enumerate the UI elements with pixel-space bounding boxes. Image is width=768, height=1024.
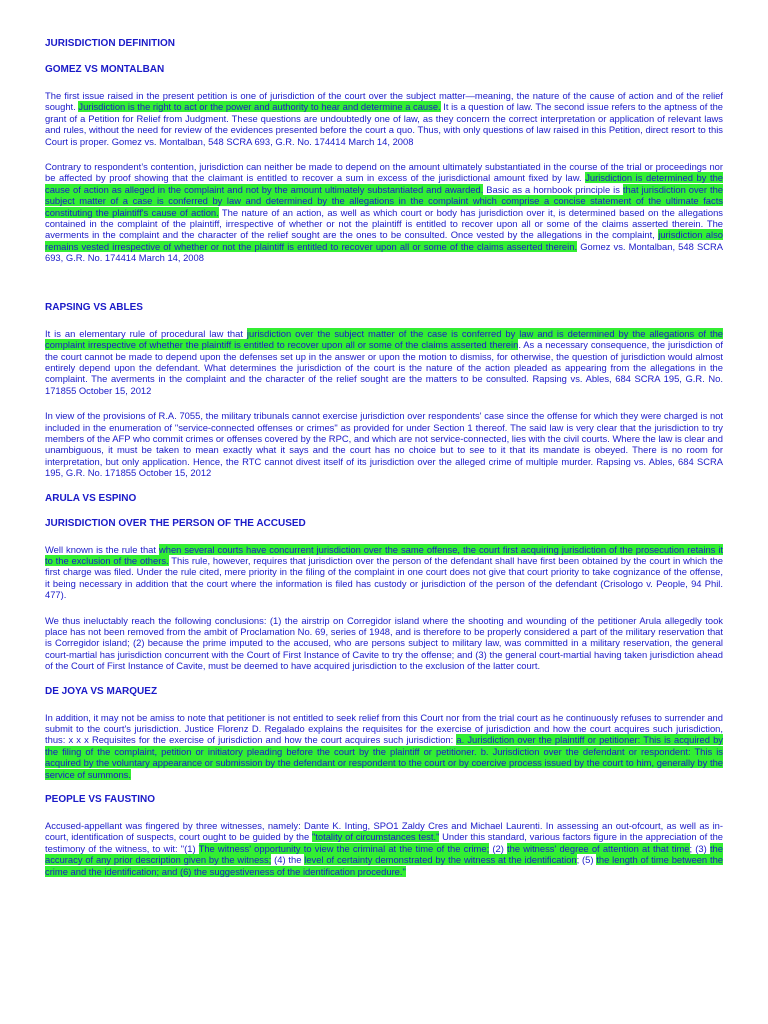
text-run: Gomez vs. Montalban, 548 SCRA 693, G.R. No. 174414 March 14, 2008 — [45, 240, 724, 264]
highlighted-text: jurisdiction also remains vested irrespective of whether or not the plaintiff is entitled to recover upon all or some of the claims asserted therein. — [45, 229, 724, 252]
paragraph — [45, 410, 723, 478]
highlighted-text: jurisdiction over the subject matter of the case is conferred by law and is determined by the allegations of the complaint irrespective of whether the plaintiff is entitled to recover upon all or some of the claims asserted therein — [45, 327, 723, 351]
text-run: It is a question of law. The second issue refers to the aptness of the grant of a Petition for Relief from Judgment. These questions are undoubtedly one of law, as they concern the correct interpretation or application of relevant laws and rules, without the need for review of the evidences presented before the court a quo. Thus, with only questions of law raised in this Petition, direct resort to this Court is proper. Gomez vs. Montalban, 548 SCRA 693, G.R. No. 174414 March 14, 2008 — [45, 101, 723, 147]
highlighted-text: the accuracy of any prior description given by the witness; — [45, 842, 723, 866]
text-run: In view of the provisions of R.A. 7055, the military tribunals cannot exercise jurisdiction over respondents' case since the offense for which they were charged is not included in the enumeration of "service-connected offenses or crimes" as provided for under Section 1 thereof. The said law is very clear that the jurisdiction to try members of the AFP who commit crimes or offenses covered by the RPC, and which are not service-connected, lies with the civil courts. Where the law is clear and unambiguous, it must be taken to mean exactly what it says and the court has no choice but to see to it that its mandate is obeyed. There is no room for interpretation, but only application. Hence, the RTC cannot divest itself of its jurisdiction over the alleged crime of multiple murder. Rapsing vs. Ables, 684 SCRA 195, G.R. No. 171855 October 15, 2012 — [45, 410, 723, 479]
highlighted-text: the witness' degree of attention at that time — [507, 842, 690, 854]
highlighted-text: "totality of circumstances test." — [311, 831, 440, 843]
text-run: Under this standard, various factors figure in the appreciation of the testimony of the witness, to wit: "(1) — [45, 831, 723, 854]
text-run: The first issue raised in the present petition is one of jurisdiction of the court over the subject matter—meaning, the nature of the cause of action and of the relief sought. — [45, 90, 723, 113]
text-run: In addition, it may not be amiss to note that petitioner is not entitled to seek relief from this Court nor from the trial court as he continuously refuses to surrender and submit to the court's jurisdiction. Justice Florenz D. Regalado explains the requisites for the exercise of jurisdiction and how the court acquires such jurisdiction, thus: x x x Requisites for the exercise of jurisdiction and how the court acquires such jurisdiction: — [45, 711, 723, 746]
highlighted-text: Jurisdiction is determined by the cause of action as alleged in the complaint and not by the amount ultimately substantiated and awarded. — [45, 172, 723, 195]
text-run: This rule, however, requires that jurisdiction over the person of the defendant shall have first been obtained by the court in which the first charge was filed. Under the rule cited, mere priority in the filing of the complaint in one court does not give that court priority to take cognizance of the offense, it being necessary in addition that the court where the information is filed has custody or jurisdiction of the person of the defendant (Crisologo v. People, 94 Phil. 477). — [45, 554, 723, 601]
text-run: (4) the — [271, 854, 305, 866]
highlighted-text: the length of time between the crime and the identification; and (6) the suggestiveness of the identification procedure." — [45, 854, 723, 877]
text-run: It is an elementary rule of procedural law that — [45, 327, 247, 339]
highlighted-text: Jurisdiction is the right to act or the power and authority to hear and determine a cause. — [78, 101, 441, 113]
text-run: Basic as a hornbook principle is — [483, 183, 623, 195]
heading-arula-vs-espino: ARULA VS ESPINO — [45, 492, 137, 504]
highlighted-text: a. Jurisdiction over the plaintiff or petitioner: This is acquired by the filing of the complaint, petition or initiatory pleading before the court by the plaintiff or petitioner. b. Jurisdiction over the defendant or respondent: This is acquired by the voluntary appearance or submission by the defendant or respondent to the court or by coercive process issued by the court to him, generally by the service of summons. — [45, 734, 723, 780]
text-run: Well known is the rule that — [45, 543, 159, 555]
document-page — [45, 38, 723, 877]
text-run: The nature of an action, as well as which court or body has jurisdiction over it, is determined based on the allegations contained in the complaint of the plaintiff, irrespective of whether or not the plaintiff is entitled to recover upon all or some of the claims asserted therein. The averments in the complaint and the character of the relief sought are the ones to be consulted. Once vested by the allegations in the complaint, — [45, 206, 723, 241]
highlighted-text: level of certainty demonstrated by the witness at the identification — [304, 854, 577, 866]
paragraph — [45, 820, 723, 877]
paragraph — [45, 544, 723, 601]
paragraph — [45, 328, 723, 396]
text-run: Accused-appellant was fingered by three witnesses, namely: Dante K. Inting, SPO1 Zaldy Cres and Michael Laurenti. In assessing an out-ofcourt, as well as in-court, identification of suspects, court ought to be guided by the — [45, 820, 723, 843]
heading-people-vs-faustino: PEOPLE VS FAUSTINO — [45, 794, 156, 806]
paragraph — [45, 90, 723, 147]
heading-de-joya-vs-marquez: DE JOYA VS MARQUEZ — [45, 685, 158, 697]
heading-jurisdiction-over-person: JURISDICTION OVER THE PERSON OF THE ACCUSED — [45, 517, 306, 529]
text-run: ; (5) — [576, 854, 597, 866]
text-run: Contrary to respondent’s contention, jurisdiction can neither be made to depend on the amount ultimately substantiated in the course of the trial or proceedings nor be affected by proof showing that the claimant is entitled to recover a sum in excess of the jurisdictional amount fixed by law. — [45, 161, 723, 184]
heading-rapsing-vs-ables: RAPSING VS ABLES — [45, 301, 143, 313]
paragraph — [45, 615, 723, 672]
text-run: We thus ineluctably reach the following conclusions: (1) the airstrip on Corregidor island where the shooting and wounding of the petitioner Arula allegedly took place has not been removed from the ambit of Proclamation No. 69, series of 1948, and is therefore to be properly considered a part of the military reservation that is Corregidor island; (2) because the prime imputed to the accused, who are persons subject to military law, was committed in a military reservation, the general court-martial has jurisdiction concurrent with the Court of First Instance of Cavite to try the offense; and (3) the general court-martial having taken jurisdiction ahead of the Court of First Instance of Cavite, must be deemed to have acquired jurisdiction to the exclusion of the latter court. — [45, 614, 723, 672]
paragraph — [45, 712, 723, 780]
text-run: (2) — [489, 842, 508, 854]
paragraph — [45, 161, 723, 264]
heading-gomez-vs-montalban: GOMEZ VS MONTALBAN — [45, 64, 165, 75]
text-run: . As a necessary consequence, the jurisdiction of the court cannot be made to depend upon the defenses set up in the answer or upon the motion to dismiss, for otherwise, the question of jurisdiction would almost entirely depend upon the defendant. What determines the jurisdiction of the court is the nature of the action pleaded as appearing from the allegations in the complaint. The averments in the complaint and the character of the relief sought are the matters to be consulted. Rapsing vs. Ables, 684 SCRA 195, G.R. No. 171855 October 15, 2012 — [45, 339, 723, 396]
heading-jurisdiction-definition: JURISDICTION DEFINITION — [45, 38, 176, 49]
text-run: ; (3) — [689, 842, 710, 854]
highlighted-text: when several courts have concurrent jurisdiction over the same offense, the court first acquiring jurisdiction of the prosecution retains it to the exclusion of the others. — [45, 543, 724, 566]
highlighted-text: The witness' opportunity to view the criminal at the time of the crime; — [198, 842, 490, 854]
highlighted-text: that jurisdiction over the subject matter of a case is conferred by law and determined by the allegations in the complaint which comprise a concise statement of the ultimate facts constituting the plaintiff's cause of action. — [45, 183, 723, 218]
